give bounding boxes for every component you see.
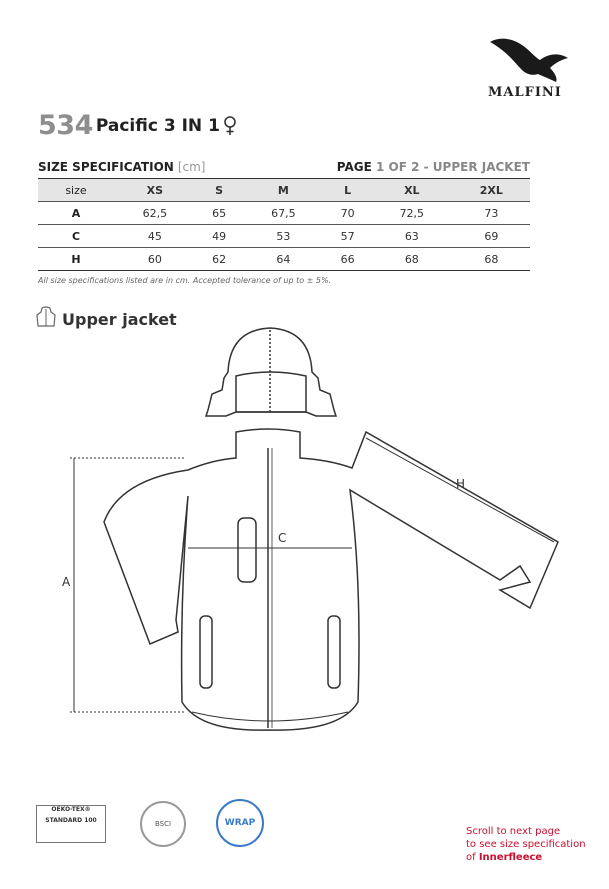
table-cell: 73 xyxy=(453,202,530,225)
spec-unit: [cm] xyxy=(177,160,206,174)
table-cell: 66 xyxy=(324,248,371,271)
bsci-badge xyxy=(140,801,186,847)
table-row xyxy=(38,202,530,225)
page-label: PAGE xyxy=(336,160,372,174)
table-cell: 60 xyxy=(114,248,196,271)
table-cell: 72,5 xyxy=(371,202,453,225)
brand-logo xyxy=(484,34,580,104)
spec-heading-row xyxy=(38,160,530,174)
table-cell: 64 xyxy=(242,248,324,271)
table-header-cell: L xyxy=(324,179,371,202)
measure-label-c: C xyxy=(278,531,287,545)
tolerance-note: All size specifications listed are in cm. Accepted tolerance of up to ± 5%. xyxy=(38,276,332,285)
wrap-badge xyxy=(216,799,264,847)
measure-label-h: H xyxy=(456,477,466,491)
scroll-note-line1: Scroll to next page xyxy=(466,826,561,837)
page-of: OF 2 - xyxy=(388,160,429,174)
brand-name: MALFINI xyxy=(488,85,562,100)
table-cell: 45 xyxy=(114,225,196,248)
product-code: 534 xyxy=(38,110,93,141)
table-header-cell: XL xyxy=(371,179,453,202)
table-cell: 69 xyxy=(453,225,530,248)
oeko-line1: OEKO-TEX® xyxy=(51,806,91,813)
table-cell: 57 xyxy=(324,225,371,248)
jacket-diagram xyxy=(0,320,609,744)
scroll-note-line2: to see size specification xyxy=(466,839,586,850)
row-label: A xyxy=(38,202,114,225)
product-title xyxy=(38,110,237,141)
table-cell: 62 xyxy=(196,248,243,271)
table-row xyxy=(38,248,530,271)
table-cell: 49 xyxy=(196,225,243,248)
table-cell: 53 xyxy=(242,225,324,248)
table-header-cell: 2XL xyxy=(453,179,530,202)
oeko-tex-badge xyxy=(36,805,106,843)
table-header-cell: XS xyxy=(114,179,196,202)
scroll-note-bold: Innerfleece xyxy=(478,852,543,863)
page-current: 1 xyxy=(375,160,385,174)
size-table xyxy=(38,178,530,271)
section-title: Upper jacket xyxy=(62,309,177,329)
hood-drawing xyxy=(206,328,336,416)
eagle-icon xyxy=(488,34,572,84)
table-header-cell: size xyxy=(38,179,114,202)
jacket-drawing xyxy=(104,429,558,730)
product-name: Pacific 3 IN 1 xyxy=(95,115,220,136)
table-cell: 65 xyxy=(196,202,243,225)
table-cell: 68 xyxy=(371,248,453,271)
table-row xyxy=(38,225,530,248)
table-header-row xyxy=(38,179,530,202)
spec-heading: SIZE SPECIFICATION xyxy=(38,160,174,174)
table-cell: 62,5 xyxy=(114,202,196,225)
measure-lines xyxy=(70,438,554,712)
page-indicator xyxy=(337,160,530,174)
oeko-line2: STANDARD 100 xyxy=(45,817,97,824)
table-cell: 63 xyxy=(371,225,453,248)
table-cell: 67,5 xyxy=(242,202,324,225)
page-part: UPPER JACKET xyxy=(432,160,530,174)
scroll-note-prefix: of xyxy=(466,852,476,863)
female-symbol-icon xyxy=(223,116,237,136)
table-cell: 68 xyxy=(453,248,530,271)
table-header-cell: S xyxy=(196,179,243,202)
bsci-label: BSCI xyxy=(154,820,172,828)
table-header-cell: M xyxy=(242,179,324,202)
table-cell: 70 xyxy=(324,202,371,225)
row-label: H xyxy=(38,248,114,271)
wrap-label: WRAP xyxy=(224,818,256,828)
scroll-note xyxy=(466,825,586,864)
measure-label-a: A xyxy=(62,575,71,589)
row-label: C xyxy=(38,225,114,248)
